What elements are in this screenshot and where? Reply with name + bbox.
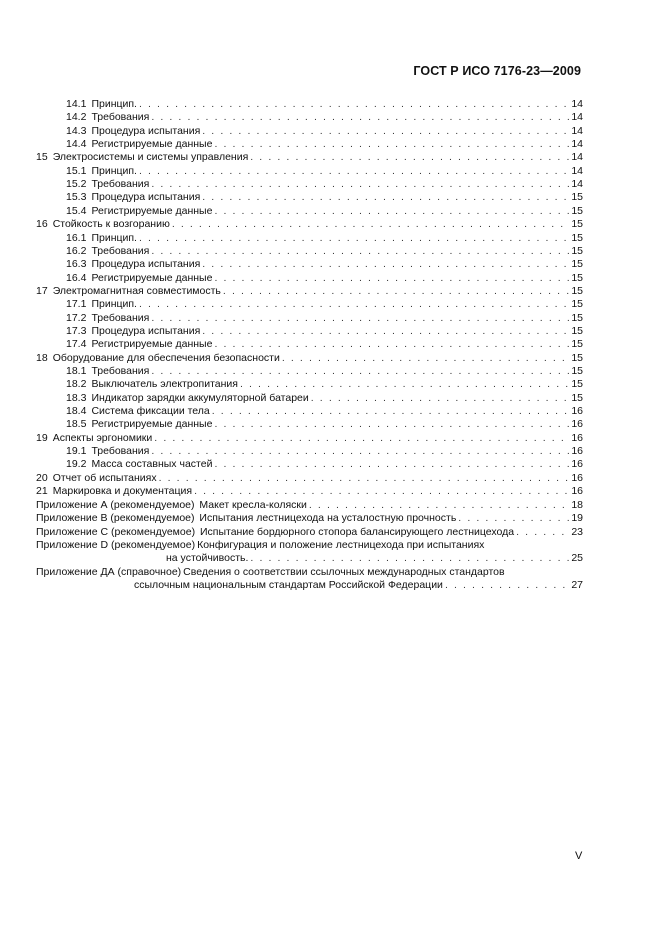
entry-number: 15 bbox=[36, 151, 48, 164]
toc-entry-19[interactable] bbox=[36, 432, 583, 445]
entry-leader-dots bbox=[139, 98, 583, 111]
entry-number: 16.1 bbox=[66, 231, 87, 244]
entry-number: 16.2 bbox=[66, 244, 87, 257]
entry-leader-dots bbox=[194, 485, 583, 498]
toc-entry-21[interactable] bbox=[36, 485, 583, 498]
toc-entry-15-1[interactable] bbox=[66, 165, 583, 178]
entry-leader-dots bbox=[139, 232, 583, 245]
entry-number: 21 bbox=[36, 485, 48, 498]
entry-title: Система фиксации тела bbox=[91, 405, 210, 418]
entry-number: 14.3 bbox=[66, 124, 87, 137]
toc-entry-15[interactable] bbox=[36, 151, 583, 164]
entry-leader-dots bbox=[214, 138, 583, 151]
toc-entry-15-4[interactable] bbox=[66, 205, 583, 218]
entry-title: Регистрируемые данные bbox=[91, 271, 213, 284]
entry-page: 15 bbox=[571, 311, 583, 324]
entry-title: Требования bbox=[91, 111, 150, 124]
entry-title: Аспекты эргономики bbox=[52, 431, 153, 444]
entry-number: 17.2 bbox=[66, 311, 87, 324]
entry-number: 15.4 bbox=[66, 204, 87, 217]
entry-page: 15 bbox=[571, 324, 583, 337]
entry-leader-dots bbox=[202, 191, 583, 204]
entry-title: Регистрируемые данные bbox=[91, 138, 213, 151]
entry-page: 15 bbox=[571, 218, 583, 231]
entry-page: 16 bbox=[571, 485, 583, 498]
entry-title: Регистрируемые данные bbox=[91, 338, 213, 351]
entry-title: Стойкость к возгоранию bbox=[52, 218, 170, 231]
entry-leader-dots bbox=[223, 285, 583, 298]
toc-entry-17-1[interactable] bbox=[66, 298, 583, 311]
entry-title: Электромагнитная совместимость bbox=[52, 284, 221, 297]
entry-number: 19.2 bbox=[66, 458, 87, 471]
toc-entry-16-1[interactable] bbox=[66, 232, 583, 245]
entry-page: 19 bbox=[571, 512, 583, 525]
entry-leader-dots bbox=[159, 472, 583, 485]
toc-entry-17-4[interactable] bbox=[66, 338, 583, 351]
entry-leader-dots bbox=[445, 579, 583, 592]
entry-leader-dots bbox=[282, 352, 583, 365]
entry-title: Процедура испытания bbox=[91, 124, 201, 137]
entry-title: Оборудование для обеспечения безопасности bbox=[52, 351, 280, 364]
entry-number: 17.4 bbox=[66, 338, 87, 351]
entry-leader-dots bbox=[458, 512, 583, 525]
entry-page: 14 bbox=[571, 178, 583, 191]
entry-number: 19.1 bbox=[66, 445, 87, 458]
appendix-title: Испытание бордюрного стопора балансирующего лестницехода bbox=[200, 525, 515, 538]
entry-title: Регистрируемые данные bbox=[91, 204, 213, 217]
entry-page: 15 bbox=[571, 231, 583, 244]
entry-number: 20 bbox=[36, 471, 48, 484]
entry-leader-dots bbox=[154, 432, 583, 445]
toc-entry-17-3[interactable] bbox=[66, 325, 583, 338]
entry-leader-dots bbox=[250, 151, 583, 164]
entry-leader-dots bbox=[202, 125, 583, 138]
entry-page: 15 bbox=[571, 284, 583, 297]
entry-leader-dots bbox=[214, 458, 583, 471]
toc-entry-18-1[interactable] bbox=[66, 365, 583, 378]
entry-leader-dots bbox=[311, 392, 583, 405]
entry-title: Выключатель электропитания bbox=[91, 378, 238, 391]
entry-page: 15 bbox=[571, 258, 583, 271]
entry-leader-dots bbox=[214, 272, 583, 285]
entry-number: 14.4 bbox=[66, 138, 87, 151]
entry-leader-dots bbox=[151, 365, 583, 378]
toc-appendix-1[interactable] bbox=[36, 499, 583, 512]
entry-page: 15 bbox=[571, 391, 583, 404]
appendix-title: Испытания лестницехода на усталостную прочность bbox=[199, 512, 457, 525]
entry-number: 18.1 bbox=[66, 365, 87, 377]
entry-page: 15 bbox=[571, 204, 583, 217]
entry-number: 18 bbox=[36, 351, 48, 364]
entry-page: 15 bbox=[571, 351, 583, 364]
appendix-title: Конфигурация и положение лестницехода при испытаниях bbox=[197, 539, 485, 552]
entry-leader-dots bbox=[151, 111, 583, 124]
toc-entry-20[interactable] bbox=[36, 472, 583, 485]
toc-appendix-4-continued[interactable] bbox=[166, 552, 583, 565]
entry-title: ссылочным национальным стандартам Российской Федерации bbox=[134, 579, 443, 592]
entry-page: 16 bbox=[571, 405, 583, 418]
entry-title: Принцип. bbox=[91, 298, 137, 311]
toc-entry-19-1[interactable] bbox=[66, 445, 583, 458]
entry-number: 15.3 bbox=[66, 191, 87, 204]
entry-title: Требования bbox=[91, 365, 150, 377]
toc-entry-18-4[interactable] bbox=[66, 405, 583, 418]
entry-number: 17.3 bbox=[66, 324, 87, 337]
entry-leader-dots bbox=[151, 312, 583, 325]
entry-title: Требования bbox=[91, 311, 150, 324]
entry-leader-dots bbox=[214, 205, 583, 218]
appendix-prefix: Приложение D (рекомендуемое) bbox=[36, 539, 196, 552]
entry-leader-dots bbox=[139, 165, 583, 178]
entry-leader-dots bbox=[250, 552, 583, 565]
entry-title: Масса составных частей bbox=[91, 458, 213, 471]
entry-page: 14 bbox=[571, 164, 583, 177]
entry-number: 17 bbox=[36, 284, 48, 297]
entry-number: 18.2 bbox=[66, 378, 87, 391]
appendix-title: Макет кресла-коляски bbox=[199, 499, 307, 511]
entry-number: 18.5 bbox=[66, 418, 87, 431]
toc-entry-17-2[interactable] bbox=[66, 312, 583, 325]
entry-page: 14 bbox=[571, 138, 583, 151]
entry-number: 16.3 bbox=[66, 258, 87, 271]
entry-number: 14.2 bbox=[66, 111, 87, 124]
toc-entry-18-3[interactable] bbox=[66, 392, 583, 405]
entry-leader-dots bbox=[172, 218, 583, 231]
appendix-title: Сведения о соответствии ссылочных международных стандартов bbox=[183, 565, 505, 578]
entry-title: на устойчивость. bbox=[166, 552, 249, 565]
entry-page: 15 bbox=[571, 365, 583, 377]
entry-title: Принцип. bbox=[91, 98, 137, 110]
entry-page: 23 bbox=[571, 525, 583, 538]
entry-number: 15.2 bbox=[66, 178, 87, 191]
toc-entry-14-4[interactable] bbox=[66, 138, 583, 151]
entry-title: Маркировка и документация bbox=[52, 485, 193, 498]
toc-entry-17[interactable] bbox=[36, 285, 583, 298]
entry-leader-dots bbox=[202, 258, 583, 271]
toc-entry-16-2[interactable] bbox=[66, 245, 583, 258]
entry-leader-dots bbox=[151, 245, 583, 258]
entry-page: 16 bbox=[571, 431, 583, 444]
entry-title: Отчет об испытаниях bbox=[52, 471, 157, 484]
entry-number: 16 bbox=[36, 218, 48, 231]
entry-leader-dots bbox=[202, 325, 583, 338]
entry-leader-dots bbox=[309, 499, 583, 512]
entry-page: 15 bbox=[571, 298, 583, 311]
document-header: ГОСТ Р ИСО 7176-23—2009 bbox=[413, 64, 581, 78]
entry-leader-dots bbox=[214, 418, 583, 431]
entry-number: 18.3 bbox=[66, 391, 87, 404]
toc-entry-18-2[interactable] bbox=[66, 378, 583, 391]
toc-entry-16-3[interactable] bbox=[66, 258, 583, 271]
entry-number: 17.1 bbox=[66, 298, 87, 311]
toc-entry-18-5[interactable] bbox=[66, 418, 583, 431]
toc-entry-14-1[interactable] bbox=[66, 98, 583, 111]
entry-page: 14 bbox=[571, 98, 583, 110]
entry-page: 14 bbox=[571, 111, 583, 124]
entry-title: Процедура испытания bbox=[91, 258, 201, 271]
toc-entry-16-4[interactable] bbox=[66, 272, 583, 285]
entry-page: 25 bbox=[571, 552, 583, 565]
entry-leader-dots bbox=[214, 338, 583, 351]
entry-number: 14.1 bbox=[66, 98, 87, 110]
page-number: V bbox=[575, 850, 583, 862]
toc-appendix-2[interactable] bbox=[36, 512, 583, 525]
toc-entry-19-2[interactable] bbox=[66, 458, 583, 471]
entry-title: Принцип. bbox=[91, 231, 137, 244]
entry-leader-dots bbox=[151, 445, 583, 458]
entry-page: 15 bbox=[571, 338, 583, 351]
entry-page: 16 bbox=[571, 458, 583, 471]
entry-leader-dots bbox=[139, 298, 583, 311]
entry-number: 18.4 bbox=[66, 405, 87, 418]
entry-title: Требования bbox=[91, 244, 150, 257]
entry-title: Требования bbox=[91, 178, 150, 191]
entry-page: 14 bbox=[571, 151, 583, 164]
entry-title: Требования bbox=[91, 445, 150, 458]
entry-title: Регистрируемые данные bbox=[91, 418, 213, 431]
entry-title: Электросистемы и системы управления bbox=[52, 151, 249, 164]
entry-page: 15 bbox=[571, 191, 583, 204]
entry-leader-dots bbox=[212, 405, 583, 418]
entry-leader-dots bbox=[151, 178, 583, 191]
entry-page: 15 bbox=[571, 378, 583, 391]
entry-page: 16 bbox=[571, 471, 583, 484]
entry-page: 16 bbox=[571, 418, 583, 431]
entry-number: 16.4 bbox=[66, 271, 87, 284]
appendix-prefix: Приложение А (рекомендуемое) bbox=[36, 499, 198, 511]
entry-page: 18 bbox=[571, 499, 583, 511]
appendix-prefix: Приложение С (рекомендуемое) bbox=[36, 525, 198, 538]
toc-entry-14-3[interactable] bbox=[66, 125, 583, 138]
entry-title: Принцип. bbox=[91, 164, 137, 177]
toc-entry-15-3[interactable] bbox=[66, 191, 583, 204]
toc-entry-16[interactable] bbox=[36, 218, 583, 231]
toc-appendix-5[interactable] bbox=[36, 566, 583, 579]
entry-title: Индикатор зарядки аккумуляторной батареи bbox=[91, 391, 309, 404]
entry-page: 16 bbox=[571, 445, 583, 458]
entry-title: Процедура испытания bbox=[91, 324, 201, 337]
entry-number: 19 bbox=[36, 431, 48, 444]
entry-title: Процедура испытания bbox=[91, 191, 201, 204]
toc-entry-18[interactable] bbox=[36, 352, 583, 365]
entry-page: 15 bbox=[571, 244, 583, 257]
toc-appendix-5-continued[interactable] bbox=[134, 579, 583, 592]
entry-leader-dots bbox=[240, 378, 583, 391]
toc-entry-14-2[interactable] bbox=[66, 111, 583, 124]
entry-number: 15.1 bbox=[66, 164, 87, 177]
entry-page: 27 bbox=[571, 579, 583, 592]
appendix-prefix: Приложение В (рекомендуемое) bbox=[36, 512, 198, 525]
entry-page: 15 bbox=[571, 271, 583, 284]
toc-appendix-3[interactable] bbox=[36, 526, 583, 539]
appendix-prefix: Приложение ДА (справочное) bbox=[36, 565, 182, 578]
entry-page: 14 bbox=[571, 124, 583, 137]
toc-entry-15-2[interactable] bbox=[66, 178, 583, 191]
toc-appendix-4[interactable] bbox=[36, 539, 583, 552]
